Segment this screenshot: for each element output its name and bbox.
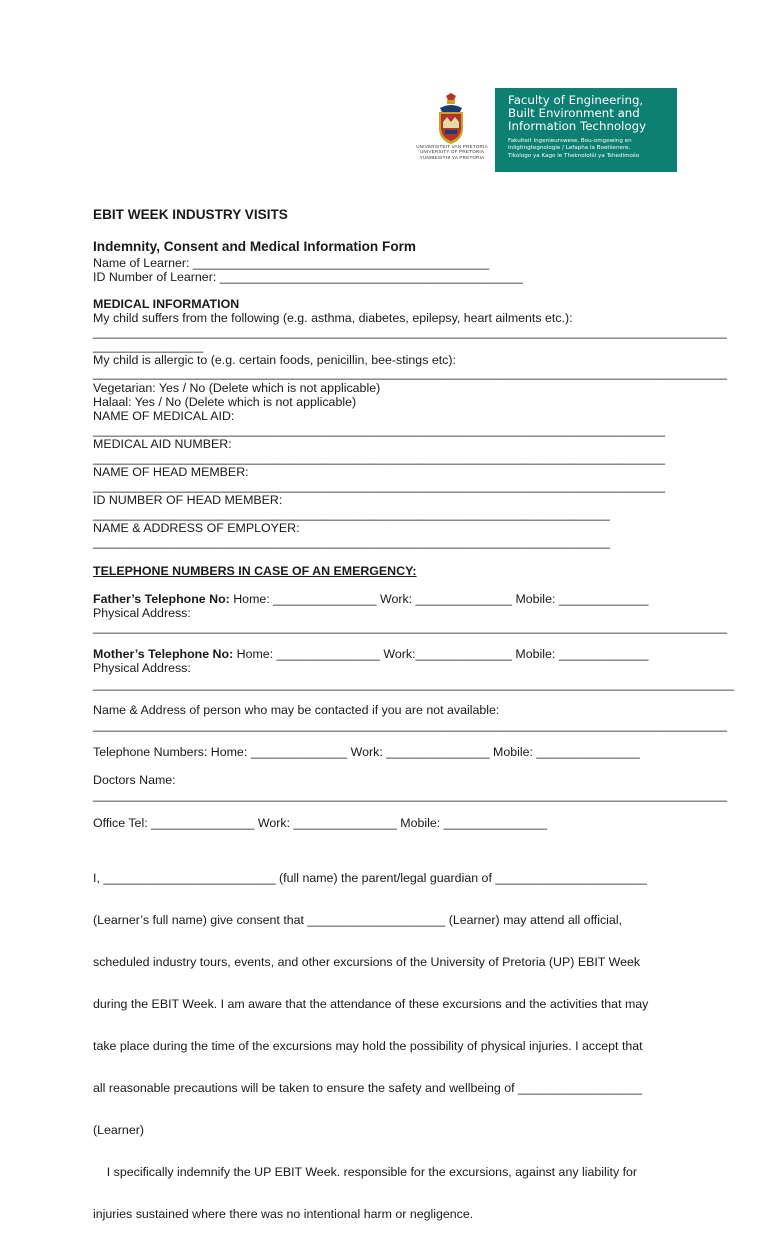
vegetarian-option[interactable]: Vegetarian: Yes / No (Delete which is not applicable)	[93, 381, 381, 395]
faculty-banner	[495, 88, 677, 172]
head-member-id-blank[interactable]: ___________________________________________________________________________	[93, 507, 610, 521]
mother-address-label: Physical Address:	[93, 661, 191, 675]
medical-aid-name-blank[interactable]: ___________________________________________________________________________________	[93, 423, 665, 437]
form-title: Indemnity, Consent and Medical Information Form	[93, 239, 416, 254]
mother-phone-fields[interactable]: Home: _______________ Work:______________ Mobile: _____________	[233, 647, 649, 661]
faculty-sub-line-3: Tikologo ya Kago le Theknolotši ya Tshedimošo	[508, 152, 640, 159]
contact-person-label: Name & Address of person who may be contacted if you are not available:	[93, 703, 500, 717]
contact-person-blank[interactable]: ____________________________________________________________________________________________	[93, 718, 727, 732]
consent-line-9: injuries sustained where there was no intentional harm or negligence.	[93, 1207, 474, 1221]
mother-phone-row	[93, 647, 648, 661]
head-member-label: NAME OF HEAD MEMBER:	[93, 465, 249, 479]
mother-phone-label: Mother’s Telephone No:	[93, 647, 234, 661]
allergic-label: My child is allergic to (e.g. certain foods, penicillin, bee-stings etc):	[93, 353, 456, 367]
crest-line-afrikaans: UNIVERSITEIT VAN PRETORIA	[416, 144, 488, 149]
consent-line-6: all reasonable precautions will be taken to ensure the safety and wellbeing of __________________	[93, 1081, 643, 1095]
consent-line-2: (Learner’s full name) give consent that ____________________ (Learner) may attend all official,	[93, 913, 623, 927]
head-member-blank[interactable]: ___________________________________________________________________________________	[93, 479, 665, 493]
mother-address-blank[interactable]: _____________________________________________________________________________________________	[93, 677, 734, 691]
halaal-option[interactable]: Halaal: Yes / No (Delete which is not applicable)	[93, 395, 357, 409]
suffers-label: My child suffers from the following (e.g. asthma, diabetes, epilepsy, heart ailments etc.):	[93, 311, 573, 325]
faculty-title-line-3: Information Technology	[508, 119, 647, 133]
consent-paragraph	[93, 843, 683, 1249]
consent-line-1: I, _________________________ (full name) the parent/legal guardian of ______________________	[93, 871, 647, 885]
suffers-blank-2[interactable]: ________________	[93, 339, 204, 353]
medical-aid-number-blank[interactable]: ___________________________________________________________________________________	[93, 451, 665, 465]
document-title: EBIT WEEK INDUSTRY VISITS	[93, 207, 288, 222]
contact-phone-numbers[interactable]: Telephone Numbers: Home: ______________ Work: _______________ Mobile: _______________	[93, 745, 640, 759]
medical-info-heading: MEDICAL INFORMATION	[93, 297, 240, 311]
allergic-blank[interactable]: ____________________________________________________________________________________________	[93, 366, 727, 380]
father-address-label: Physical Address:	[93, 606, 191, 620]
head-member-id-label: ID NUMBER OF HEAD MEMBER:	[93, 493, 283, 507]
consent-line-5: take place during the time of the excursions may hold the possibility of physical injuries. I accept that	[93, 1039, 643, 1053]
learner-id-field[interactable]: ID Number of Learner: ____________________________________________	[93, 270, 523, 284]
father-address-blank[interactable]: ____________________________________________________________________________________________	[93, 620, 727, 634]
learner-name-field[interactable]: Name of Learner: ___________________________________________	[93, 256, 490, 270]
faculty-title-line-1: Faculty of Engineering,	[508, 93, 644, 107]
father-phone-label: Father’s Telephone No:	[93, 592, 230, 606]
employer-label: NAME & ADDRESS OF EMPLOYER:	[93, 521, 300, 535]
employer-blank[interactable]: ___________________________________________________________________________	[93, 535, 610, 549]
doctor-name-label: Doctors Name:	[93, 773, 176, 787]
medical-aid-name-label: NAME OF MEDICAL AID:	[93, 409, 235, 423]
consent-line-7: (Learner)	[93, 1123, 144, 1137]
faculty-title	[508, 94, 646, 133]
consent-line-4: during the EBIT Week. I am aware that the attendance of these excursions and the activities that may	[93, 997, 649, 1011]
office-tel-row[interactable]: Office Tel: _______________ Work: _______________ Mobile: _______________	[93, 816, 548, 830]
faculty-subtitle	[508, 138, 639, 160]
crest-line-english: UNIVERSITY OF PRETORIA	[419, 149, 485, 155]
consent-line-8: I specifically indemnify the UP EBIT Week. responsible for the excursions, against any liability for	[93, 1165, 638, 1179]
faculty-sub-line-2: Inligtingtegnologie / Lefapha la Boetšenere,	[508, 145, 631, 152]
medical-aid-number-label: MEDICAL AID NUMBER:	[93, 437, 232, 451]
doctor-name-blank[interactable]: ____________________________________________________________________________________________	[93, 788, 727, 802]
university-name-lines	[414, 144, 490, 160]
consent-line-3: scheduled industry tours, events, and other excursions of the University of Pretoria (UP) EBIT Week	[93, 955, 641, 969]
suffers-blank-1[interactable]: ____________________________________________________________________________________________	[93, 325, 727, 339]
faculty-sub-line-1: Fakulteit Ingenieurswese, Bou-omgewing en	[508, 138, 632, 144]
faculty-title-line-2: Built Environment and	[508, 106, 640, 120]
emergency-heading: TELEPHONE NUMBERS IN CASE OF AN EMERGENCY:	[93, 564, 417, 578]
father-phone-fields[interactable]: Home: _______________ Work: ______________ Mobile: _____________	[229, 592, 649, 606]
crest-line-sepedi: YUNIBESITHI YA PRETORIA	[419, 154, 485, 160]
father-phone-row	[93, 592, 648, 606]
